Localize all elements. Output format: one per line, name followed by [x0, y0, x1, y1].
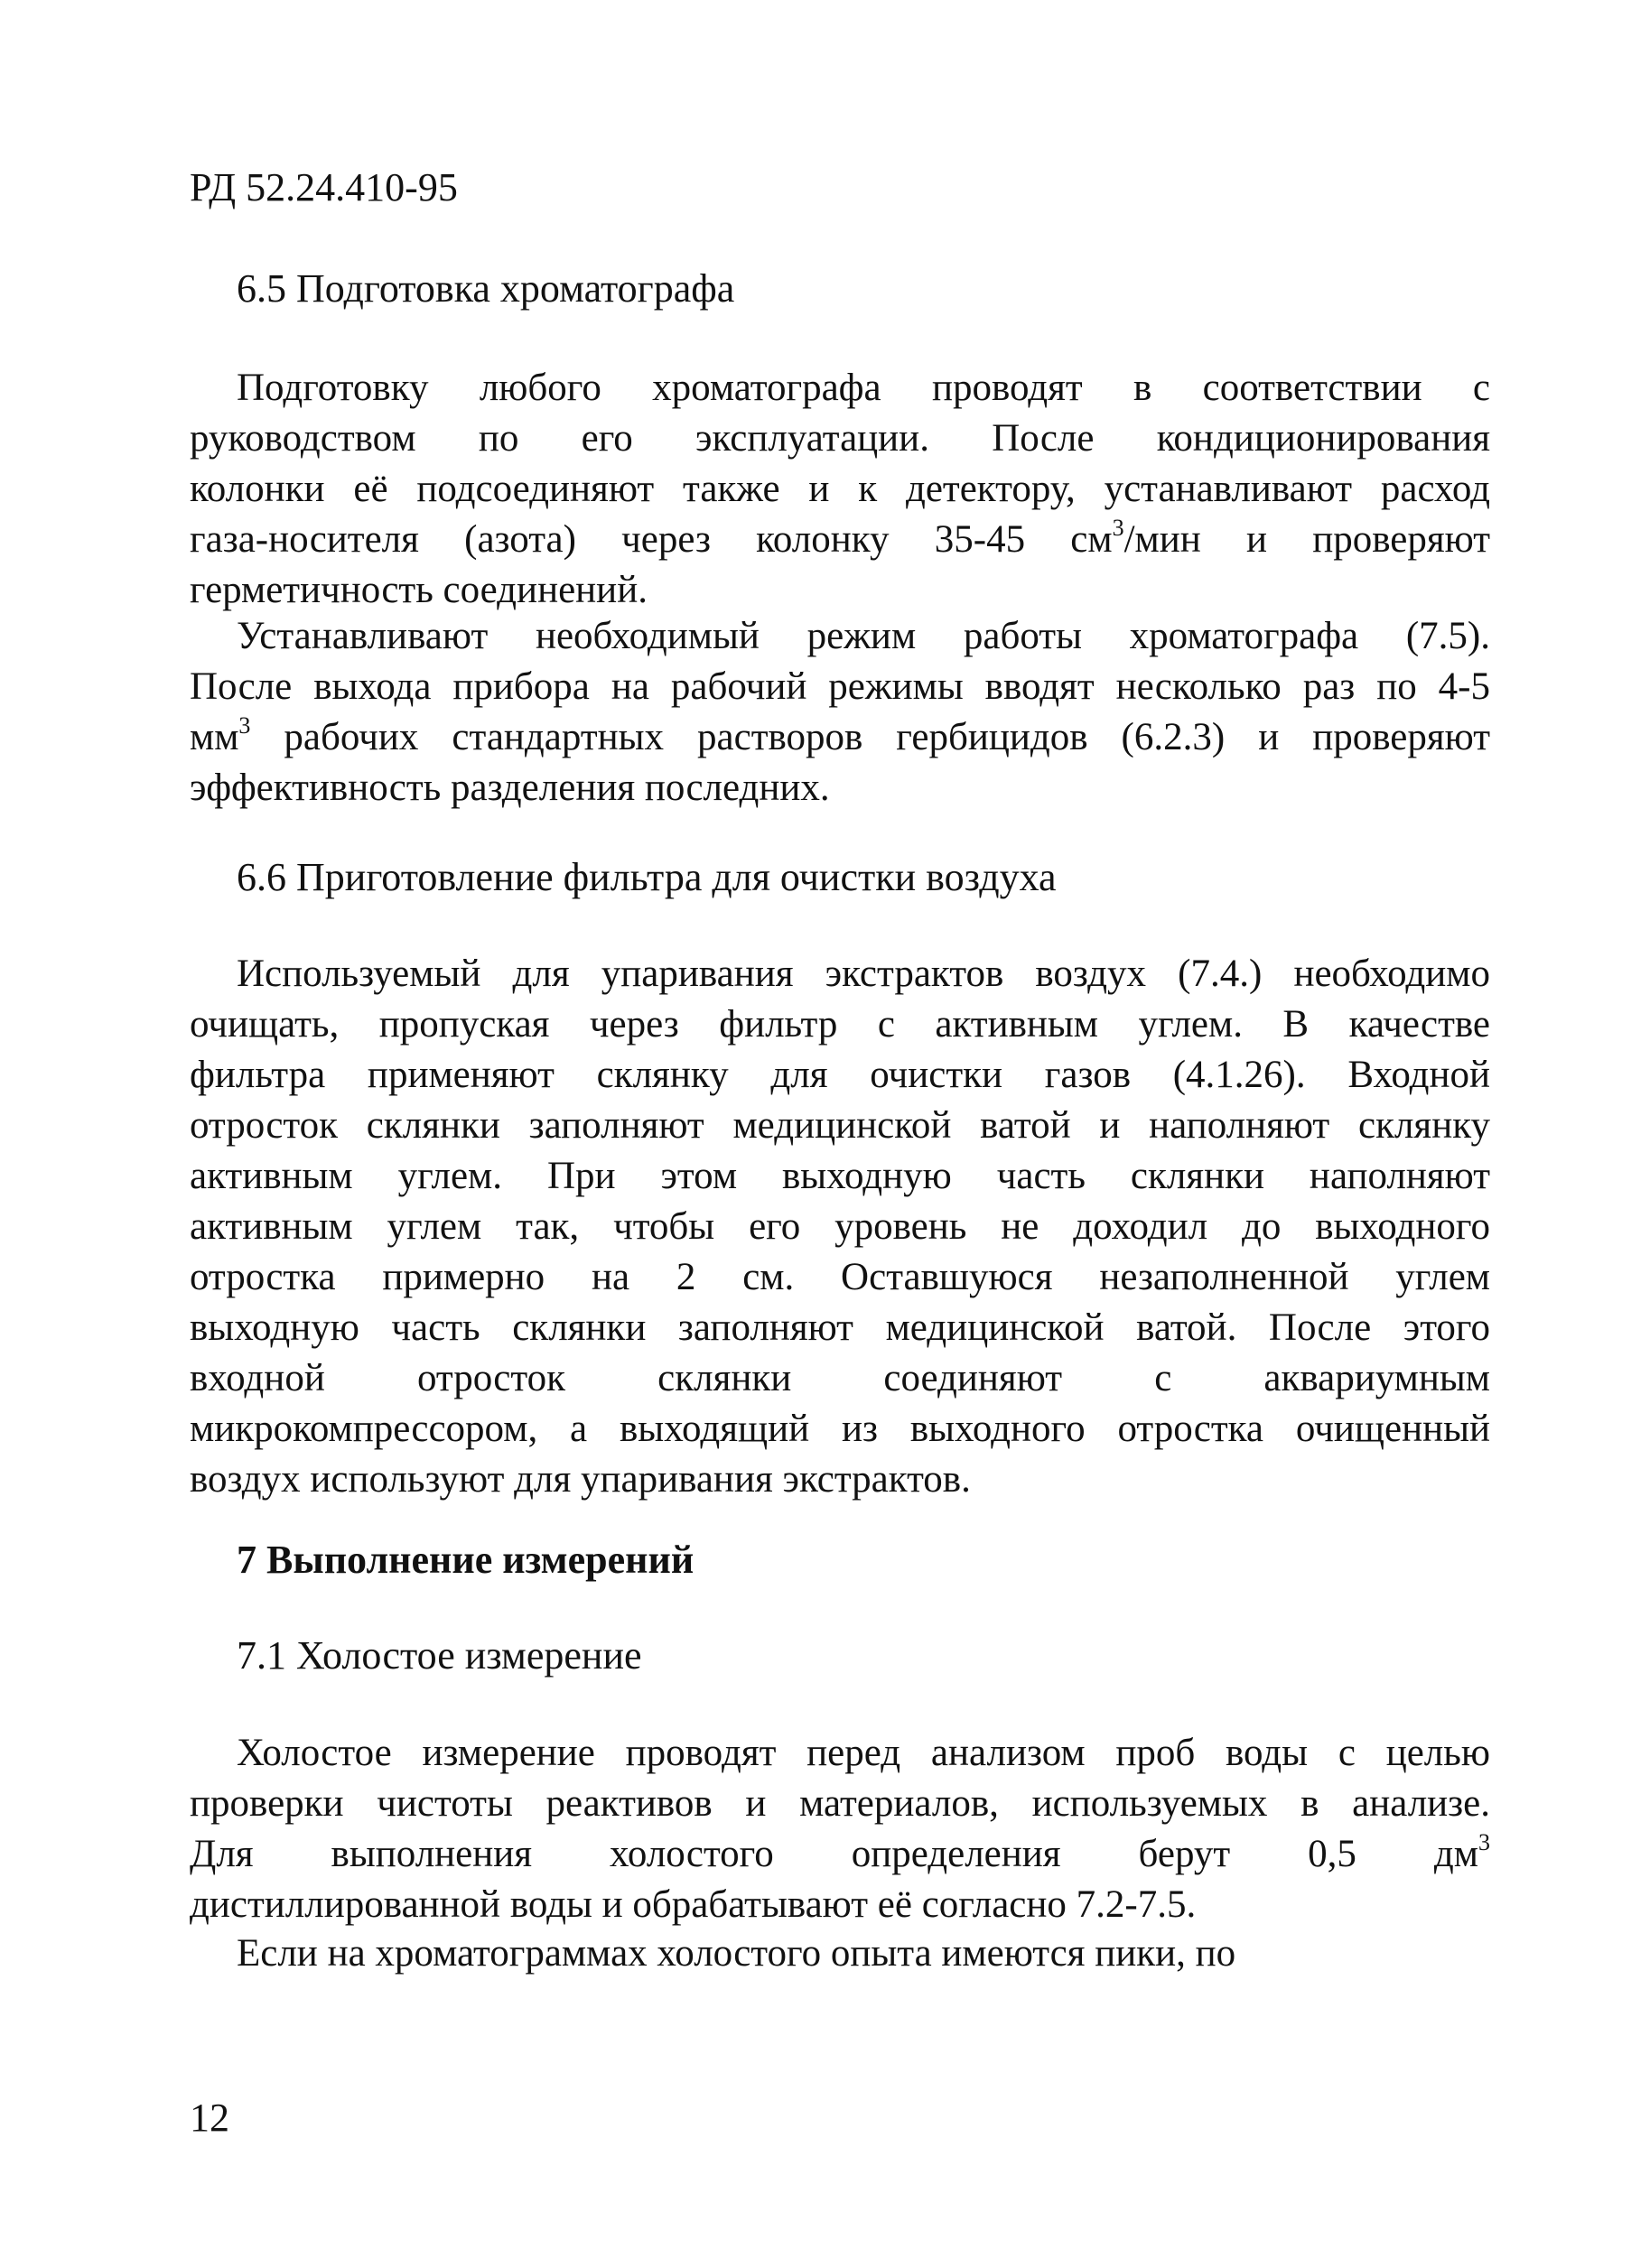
- text-line: эффективность разделения последних.: [190, 767, 830, 809]
- text-fragment: газа-носителя (азота) через колонку 35-45 см: [190, 518, 1113, 561]
- text-line: Если на хроматограммах холостого опыта имеются пики, по: [237, 1932, 1236, 1975]
- superscript: 3: [238, 712, 251, 739]
- text-line: отростка примерно на 2 см. Оставшуюся незаполненной углем: [190, 1256, 1490, 1298]
- section-6-6-heading: 6.6 Приготовление фильтра для очистки воздуха: [237, 855, 1057, 899]
- text-line: колонки её подсоединяют также и к детектору, устанавливают расход: [190, 468, 1490, 510]
- text-line: Холостое измерение проводят перед анализом проб воды с целью: [237, 1732, 1490, 1774]
- section-7-1-paragraph-2: [190, 1934, 1490, 1984]
- text-line: Используемый для упаривания экстрактов воздух (7.4.) необходимо: [237, 953, 1490, 995]
- superscript: 3: [1112, 515, 1124, 541]
- section-7-1-heading: 7.1 Холостое измерение: [237, 1633, 642, 1678]
- text-fragment: мм: [190, 716, 239, 758]
- text-fragment: Для выполнения холостого определения берут 0,5 дм: [190, 1833, 1478, 1875]
- text-line: микрокомпрессором, а выходящий из выходного отростка очищенный: [190, 1408, 1490, 1450]
- text-line: активным углем. При этом выходную часть склянки наполняют: [190, 1155, 1490, 1197]
- text-line: воздух используют для упаривания экстрактов.: [190, 1458, 971, 1501]
- text-line: активным углем так, чтобы его уровень не доходил до выходного: [190, 1205, 1490, 1248]
- text-line: дистиллированной воды и обрабатывают её согласно 7.2-7.5.: [190, 1883, 1197, 1926]
- text-line: руководством по его эксплуатации. После кондиционирования: [190, 417, 1490, 460]
- text-fragment: /мин и проверяют: [1123, 518, 1491, 561]
- superscript: 3: [1478, 1829, 1490, 1855]
- page-number: 12: [190, 2096, 229, 2140]
- section-6-5-paragraph-1: [190, 368, 1490, 621]
- section-7-1-paragraph-1: [190, 1734, 1490, 1936]
- text-line: Устанавливают необходимый режим работы хроматографа (7.5).: [237, 615, 1490, 657]
- text-line: отросток склянки заполняют медицинской ватой и наполняют склянку: [190, 1104, 1490, 1147]
- text-line: Подготовку любого хроматографа проводят в соответствии с: [237, 367, 1490, 409]
- text-line: входной отросток склянки соединяют с аквариумным: [190, 1357, 1490, 1399]
- section-6-5-paragraph-2: [190, 617, 1490, 819]
- document-code: РД 52.24.410-95: [190, 165, 458, 209]
- text-line: герметичность соединений.: [190, 569, 648, 611]
- text-line: очищать, пропуская через фильтр с активным углем. В качестве: [190, 1003, 1490, 1046]
- text-line: проверки чистоты реактивов и материалов, используемых в анализе.: [190, 1782, 1490, 1825]
- section-6-6-paragraph-1: [190, 954, 1490, 1510]
- text-line: После выхода прибора на рабочий режимы вводят несколько раз по 4-5: [190, 665, 1490, 708]
- section-6-5-heading: 6.5 Подготовка хроматографа: [237, 266, 735, 311]
- section-7-heading: 7 Выполнение измерений: [237, 1538, 694, 1582]
- text-line: выходную часть склянки заполняют медицинской ватой. После этого: [190, 1306, 1490, 1349]
- text-line: [190, 1829, 1490, 1885]
- text-line: [190, 712, 1490, 768]
- text-line: [190, 515, 1491, 571]
- text-fragment: рабочих стандартных растворов гербицидов (6.2.3) и проверяют: [250, 716, 1490, 758]
- text-line: фильтра применяют склянку для очистки газов (4.1.26). Входной: [190, 1054, 1490, 1096]
